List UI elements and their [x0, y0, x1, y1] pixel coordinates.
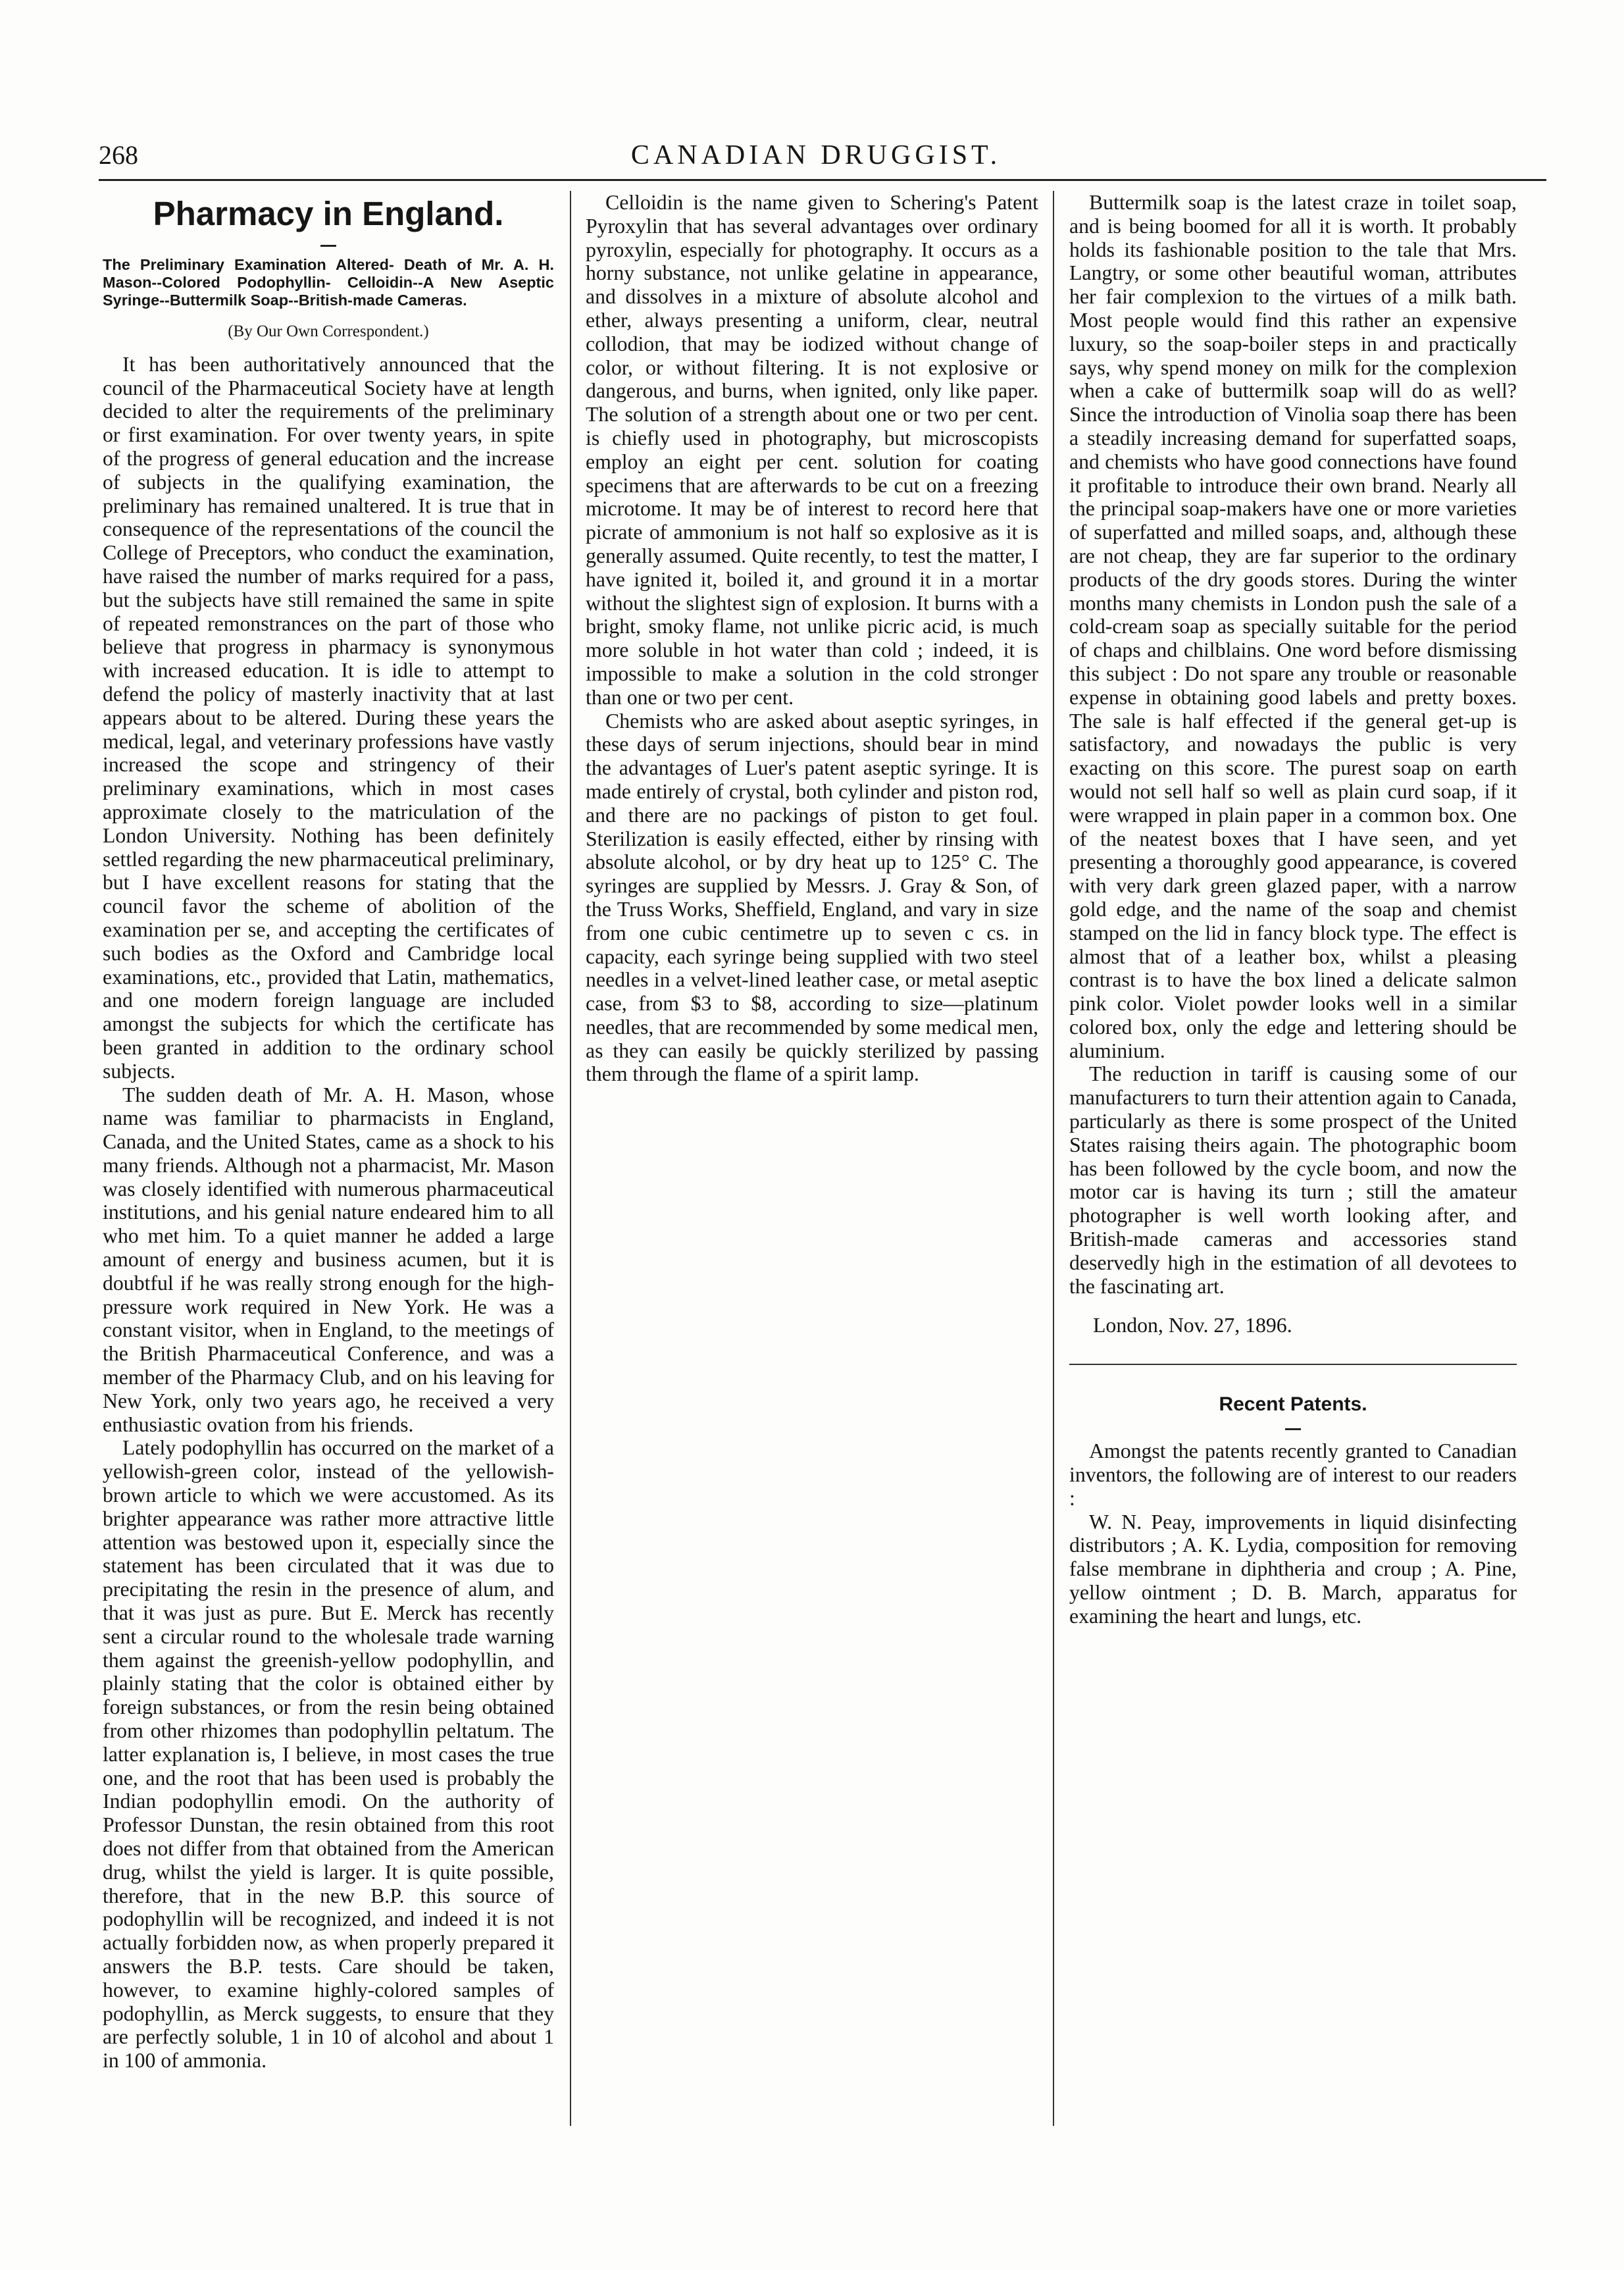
article-byline: (By Our Own Correspondent.)	[228, 322, 429, 340]
column-3	[1069, 191, 1517, 1628]
article-paragraph: The sudden death of Mr. A. H. Mason, whose name was familiar to pharmacists in England, Canada, and the United States, came as a shock to his many friends. Although not a pharmacist, Mr. Mason was closely identified with numerous pharmaceutical institutions, and his genial nature endeared him to all who met him. To a quiet manner he added a large amount of energy and business acumen, but it is doubtful if he was really strong enough for the high-pressure work required in New York. He was a constant visitor, when in England, to the meetings of the British Pharmaceutical Conference, and was a member of the Pharmacy Club, and on his leaving for New York, only two years ago, he received a very enthusiastic ovation from his friends.	[103, 1083, 554, 1436]
patents-title-rule	[1285, 1428, 1301, 1430]
article-paragraph: Buttermilk soap is the latest craze in toilet soap, and is being boomed for all it is worth. It probably holds its fashionable position to the tale that Mrs. Langtry, or some other beautiful woman, attributes her fair complexion to the virtues of a milk bath. Most people would find this rather an expensive luxury, so the soap-boiler steps in and practically says, why spend money on milk for the complexion when a cake of buttermilk soap will do as well? Since the introduction of Vinolia soap there has been a steadily increasing demand for superfatted soaps, and chemists who have good connections have found it profitable to introduce their own brand. Nearly all the principal soap-makers have one or more varieties of superfatted and milled soaps, and, although these are not cheap, they are far superior to the ordinary products of the dry goods stores. During the winter months many chemists in London push the sale of a cold-cream soap as specially suitable for the period of chaps and chilblains. One word before dismissing this subject : Do not spare any trouble or reasonable expense in obtaining good labels and pretty boxes. The sale is half effected if the general get-up is satisfactory, and nowadays the public is very exacting on this score. The purest soap on earth would not sell half so well as plain curd soap, if it were wrapped in plain paper in a common box. One of the neatest boxes that I have seen, and yet presenting a thoroughly good appearance, is covered with very dark green glazed paper, with a narrow gold edge, and the name of the soap and chemist stamped on the lid in fancy block type. The effect is almost that of a leather box, whilst a pleasing contrast is to have the box lined a delicate salmon pink color. Violet powder looks well in a similar colored box, only the edge and lettering should be aluminium.	[1069, 191, 1517, 1062]
section-divider	[1069, 1364, 1517, 1365]
article-paragraph: Lately podophyllin has occurred on the market of a yellowish-green color, instead of the yellowish-brown article to which we were accustomed. As its brighter appearance was rather more attractive little attention was bestowed upon it, especially since the statement has been circulated that it was due to precipitating the resin in the presence of alum, and that it was just as pure. But E. Merck has recently sent a circular round to the wholesale trade warning them against the greenish-yellow podophyllin, and plainly stating that the color is obtained either by foreign substances, or from the resin being obtained from other rhizomes than podophyllin peltatum. The latter explanation is, I believe, in most cases the true one, and the root that has been used is probably the Indian podophyllin emodi. On the authority of Professor Dunstan, the resin obtained from this root does not differ from that obtained from the American drug, whilst the yield is larger. It is quite possible, therefore, that in the new B.P. this source of podophyllin will be recognized, and indeed it is not actually forbidden now, as when properly prepared it answers the B.P. tests. Care should be taken, however, to examine highly-colored samples of podophyllin, as Merck suggests, to ensure that they are perfectly soluble, 1 in 10 of alcohol and about 1 in 100 of ammonia.	[103, 1436, 554, 2073]
column-divider	[570, 191, 571, 2126]
title-rule	[320, 245, 336, 247]
article-paragraph: Chemists who are asked about aseptic syringes, in these days of serum injections, should bear in mind the advantages of Luer's patent aseptic syringe. It is made entirely of crystal, both cylinder and piston rod, and there are no packings of piston to get foul. Sterilization is easily effected, either by rinsing with absolute alcohol, or by dry heat up to 125° C. The syringes are supplied by Messrs. J. Gray & Son, of the Truss Works, Sheffield, England, and vary in size from one cubic centimetre up to seven c cs. in capacity, each syringe being supplied with two steel needles in a velvet-lined leather case, or metal aseptic case, from $3 to $8, according to size—platinum needles, that are recommended by some medical men, as they can easily be quickly sterilized by passing them through the flame of a spirit lamp.	[586, 709, 1038, 1086]
column-1	[103, 191, 554, 2073]
page-header	[99, 140, 1533, 179]
page-number: 268	[99, 140, 138, 170]
header-rule	[99, 179, 1546, 181]
article-subhead: The Preliminary Examination Altered- Death of Mr. A. H. Mason--Colored Podophyllin- Celloidin--A New Aseptic Syringe--Buttermilk Soap--British-made Cameras.	[103, 256, 554, 309]
running-title: CANADIAN DRUGGIST.	[630, 140, 1002, 170]
patents-paragraph: W. N. Peay, improvements in liquid disinfecting distributors ; A. K. Lydia, composition for removing false membrane in diphtheria and croup ; A. Pine, yellow ointment ; D. B. March, apparatus for examining the heart and lungs, etc.	[1069, 1510, 1517, 1628]
patents-title: Recent Patents.	[1219, 1393, 1367, 1416]
article-dateline: London, Nov. 27, 1896.	[1093, 1314, 1292, 1337]
column-2	[586, 191, 1038, 1086]
article-paragraph: It has been authoritatively announced that the council of the Pharmaceutical Society have at length decided to alter the requirements of the preliminary or first examination. For over twenty years, in spite of the progress of general education and the increase of subjects in the qualifying examination, the preliminary has remained unaltered. It is true that in consequence of the representations of the council the College of Preceptors, who conduct the examination, have raised the number of marks required for a pass, but the subjects have still remained the same in spite of repeated remonstrances on the part of those who believe that progress in pharmacy is synonymous with increased education. It is idle to attempt to defend the policy of masterly inactivity that at last appears about to be altered. During these years the medical, legal, and veterinary professions have vastly increased the scope and stringency of their preliminary examinations, which in most cases approximate closely to the matriculation of the London University. Nothing has been definitely settled regarding the new pharmaceutical preliminary, but I have excellent reasons for stating that the council favor the scheme of abolition of the examination per se, and accepting the certificates of such bodies as the Oxford and Cambridge local examinations, etc., provided that Latin, mathematics, and one modern foreign language are included amongst the subjects for which the certificate has been granted in addition to the ordinary school subjects.	[103, 352, 554, 1083]
patents-paragraph: Amongst the patents recently granted to Canadian inventors, the following are of interest to our readers :	[1069, 1439, 1517, 1510]
article-title: Pharmacy in England.	[153, 195, 504, 232]
article-paragraph: Celloidin is the name given to Schering's Patent Pyroxylin that has several advantages over ordinary pyroxylin, especially for photography. It occurs as a horny substance, not unlike gelatine in appearance, and dissolves in a mixture of absolute alcohol and ether, always presenting a uniform, clear, neutral collodion, that may be iodized without change of color, or without filtering. It is not explosive or dangerous, and burns, when ignited, only like paper. The solution of a strength about one or two per cent. is chiefly used in photography, but microscopists employ an eight per cent. solution for coating specimens that are afterwards to be cut on a freezing microtome. It may be of interest to record here that picrate of ammonium is not half so explosive as it is generally assumed. Quite recently, to test the matter, I have ignited it, boiled it, and ground it in a mortar without the slightest sign of explosion. It burns with a bright, smoky flame, not unlike picric acid, is much more soluble in hot water than cold ; indeed, it is impossible to make a solution in the cold stronger than one or two per cent.	[586, 191, 1038, 709]
column-divider	[1053, 191, 1054, 2126]
article-paragraph: The reduction in tariff is causing some of our manufacturers to turn their attention again to Canada, particularly as there is some prospect of the United States raising theirs again. The photographic boom has been followed by the cycle boom, and now the motor car is having its turn ; still the amateur photographer is well worth looking after, and British-made cameras and accessories stand deservedly high in the estimation of all devotees to the fascinating art.	[1069, 1062, 1517, 1298]
